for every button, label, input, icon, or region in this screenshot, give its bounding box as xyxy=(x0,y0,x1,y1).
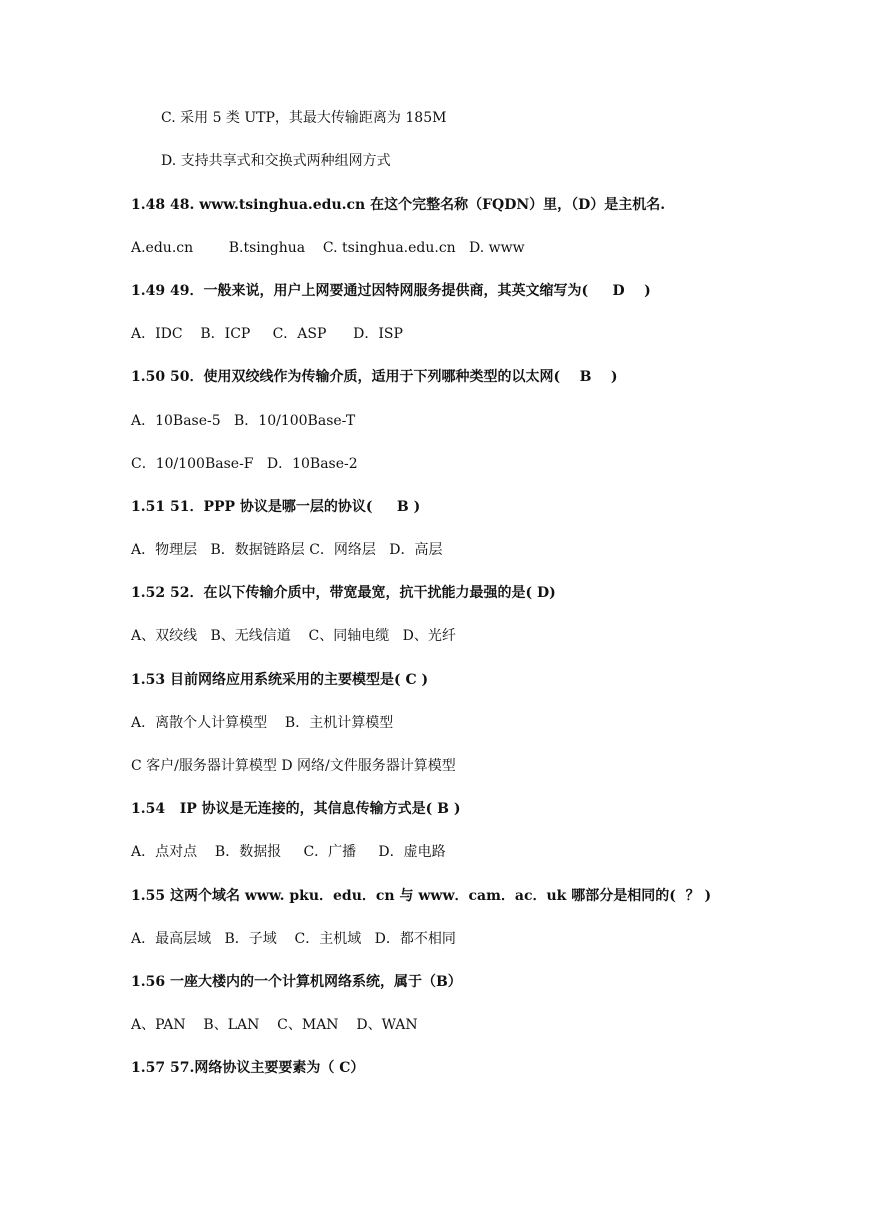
question-line: 1.54 IP 协议是无连接的，其信息传输方式是( B ) xyxy=(131,801,461,817)
option-line: A．IDC B．ICP C．ASP D．ISP xyxy=(131,326,403,342)
question-line: 1.50 50．使用双绞线作为传输介质，适用于下列哪种类型的以太网( B ) xyxy=(131,369,618,385)
option-line: A.edu.cn B.tsinghua C. tsinghua.edu.cn D. www xyxy=(131,240,525,256)
option-line: C 客户/服务器计算模型 D 网络/文件服务器计算模型 xyxy=(131,758,456,774)
question-line: 1.49 49．一般来说，用户上网要通过因特网服务提供商，其英文缩写为( D ) xyxy=(131,283,651,299)
option-line: D. 支持共享式和交换式两种组网方式 xyxy=(161,153,391,169)
question-line: 1.52 52．在以下传输介质中，带宽最宽，抗干扰能力最强的是( D) xyxy=(131,585,556,601)
question-line: 1.51 51．PPP 协议是哪一层的协议( B ) xyxy=(131,499,421,515)
option-line: A．点对点 B．数据报 C．广播 D．虚电路 xyxy=(131,844,446,860)
option-line: C. 采用 5 类 UTP，其最大传输距离为 185M xyxy=(161,110,447,126)
option-line: C．10/100Base-F D．10Base-2 xyxy=(131,456,358,472)
question-line: 1.55 这两个域名 www. pku．edu．cn 与 www．cam．ac．uk 哪部分是相同的( ？ ) xyxy=(131,888,712,904)
option-line: A、双绞线 B、无线信道 C、同轴电缆 D、光纤 xyxy=(131,628,456,644)
question-line: 1.57 57.网络协议主要要素为（ C） xyxy=(131,1060,365,1076)
question-line: 1.56 一座大楼内的一个计算机网络系统，属于（B） xyxy=(131,974,462,990)
option-line: A．物理层 B．数据链路层 C．网络层 D．高层 xyxy=(131,542,443,558)
option-line: A．10Base-5 B．10/100Base-T xyxy=(131,413,356,429)
question-line: 1.53 目前网络应用系统采用的主要模型是( C ) xyxy=(131,672,429,688)
option-line: A、PAN B、LAN C、MAN D、WAN xyxy=(131,1017,418,1033)
option-line: A．最高层域 B．子域 C．主机域 D．都不相同 xyxy=(131,931,456,947)
option-line: A．离散个人计算模型 B．主机计算模型 xyxy=(131,715,394,731)
question-line: 1.48 48. www.tsinghua.edu.cn 在这个完整名称（FQDN）里，（D）是主机名. xyxy=(131,197,666,213)
